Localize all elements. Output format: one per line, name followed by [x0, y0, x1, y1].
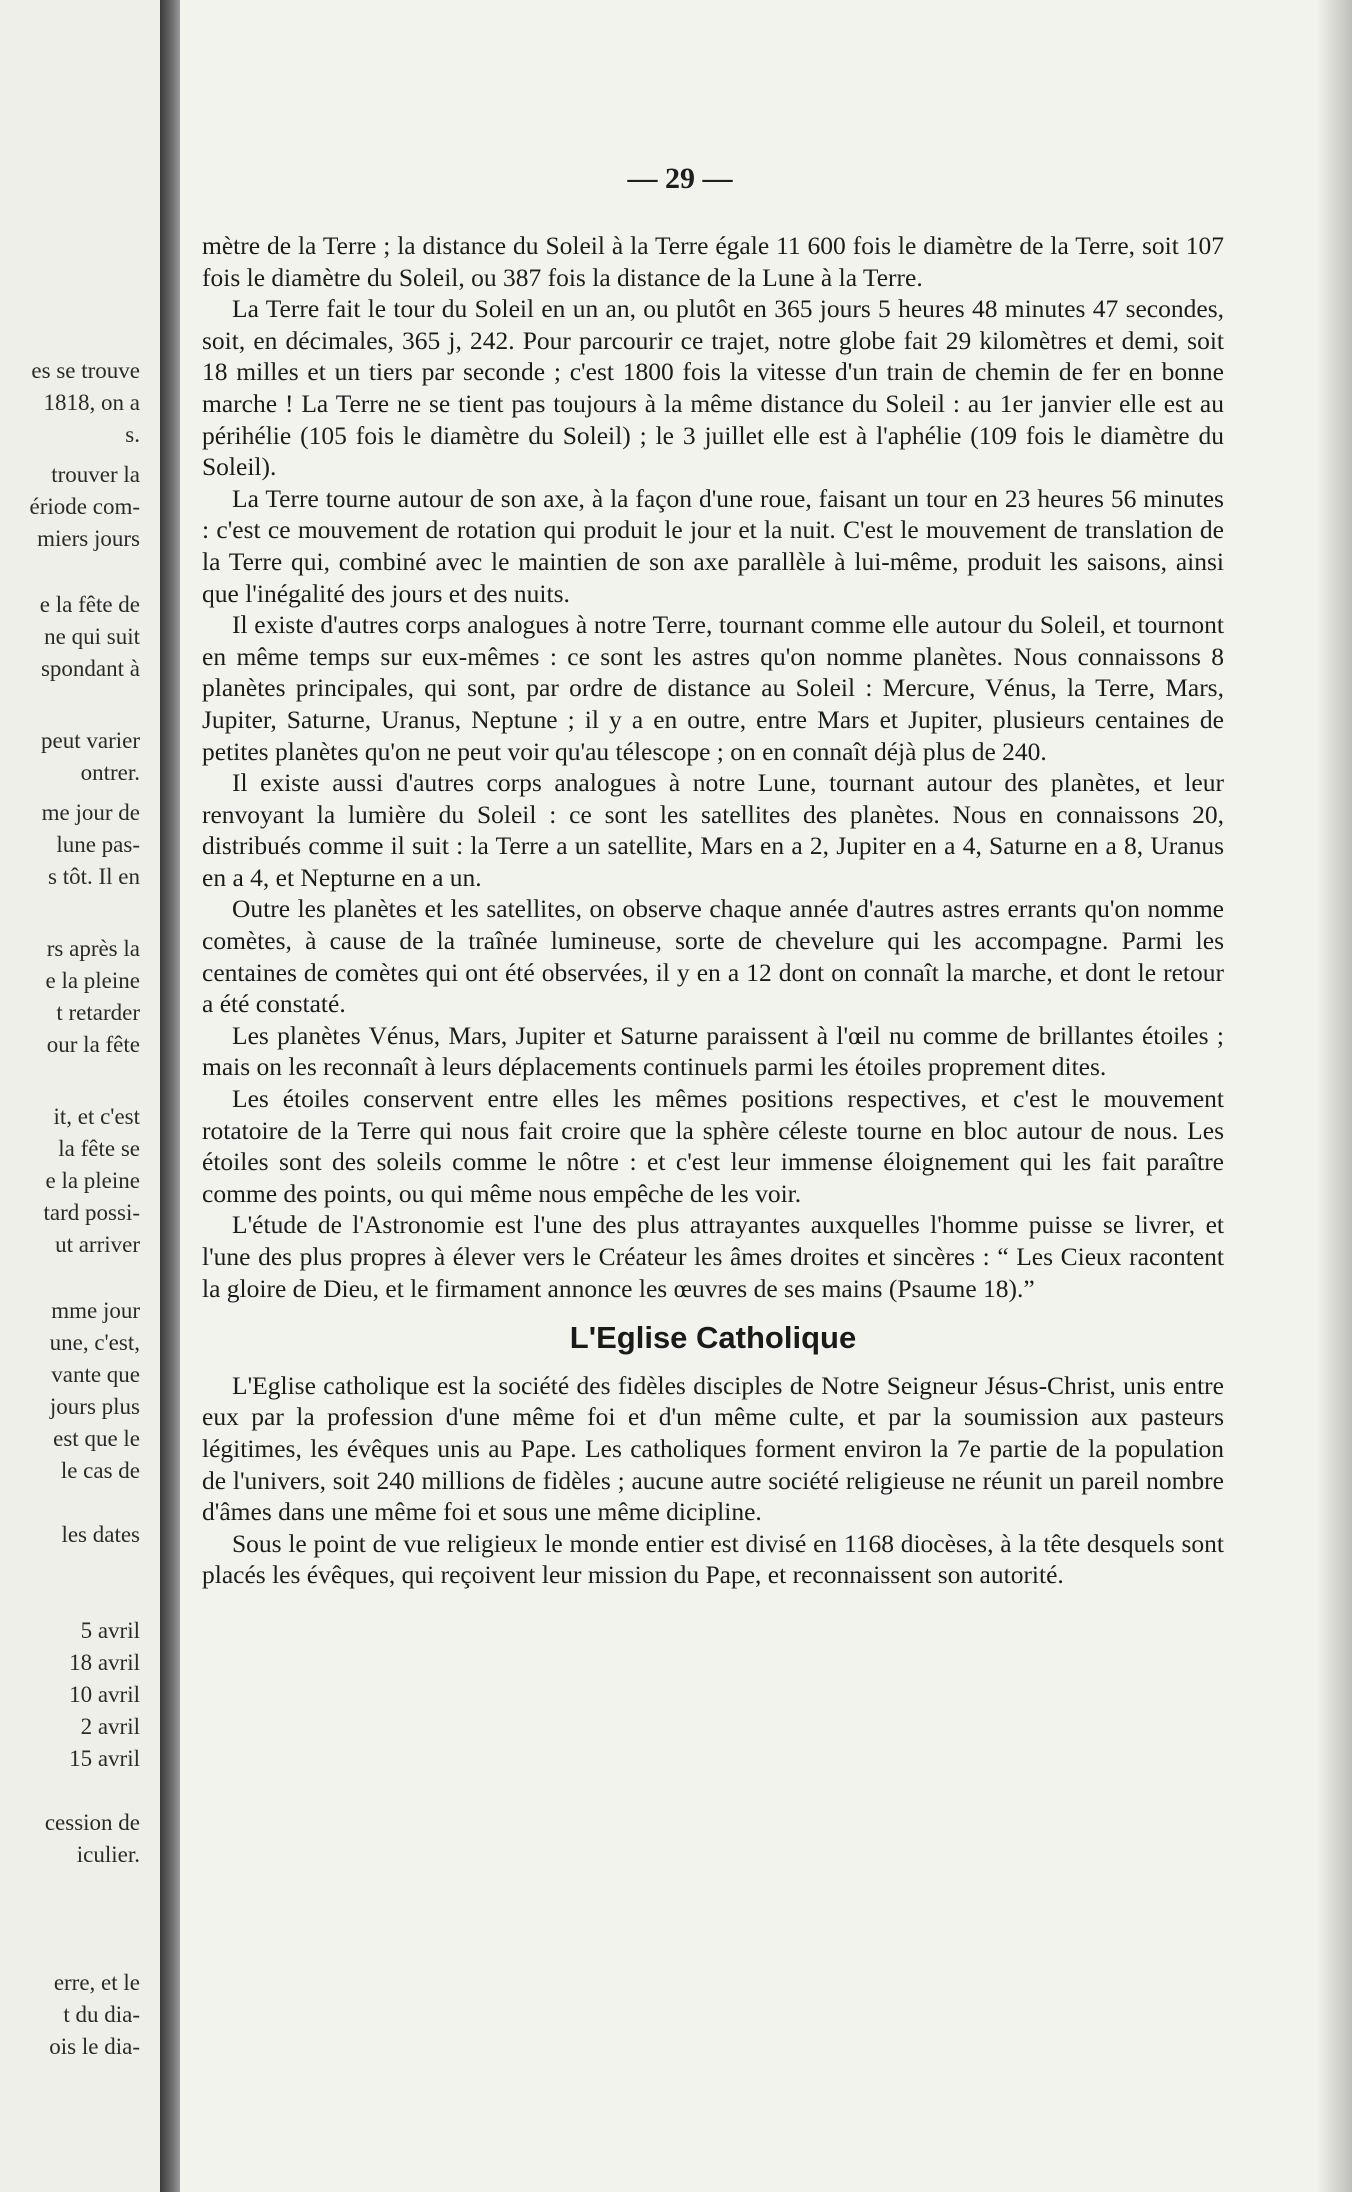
left-page-line: mme jour: [51, 1298, 140, 1323]
left-page-line: lune pas-: [56, 832, 140, 857]
left-page-line: trouver la: [51, 462, 140, 487]
left-page-line: rs après la: [46, 936, 140, 961]
paragraph: La Terre fait le tour du Soleil en un an, ou plutôt en 365 jours 5 heures 48 minutes 47 secondes, soit, en décimales, 365 j, 242. Pour parcourir ce trajet, notre globe fait 29 kilomètres et demi, soit 18 milles et un tiers par seconde ; c'est 1800 fois la vitesse d'un train de chemin de fer en bonne marche ! La Terre ne se tient pas toujours à la même distance du Soleil : au 1er janvier elle est au périhélie (105 fois le diamètre du Soleil) ; le 3 juillet elle est à l'aphélie (109 fois le diamètre du Soleil).: [202, 294, 1224, 482]
left-page-line: ois le dia-: [49, 2034, 140, 2059]
paragraph: La Terre tourne autour de son axe, à la façon d'une roue, faisant un tour en 23 heures 56 minutes : c'est ce mouvement de rotation qui produit le jour et la nuit. C'est le mouvement de translation de la Terre qui, combiné avec le maintien de son axe parallèle à lui-même, produit les saisons, ainsi que l'inégalité des jours et des nuits.: [202, 483, 1224, 608]
paragraph: Il existe d'autres corps analogues à notre Terre, tournant comme elle autour du Soleil, et tournont en même temps sur eux-mêmes : ce sont les astres qu'on nomme planètes. Nous connaissons 8 planètes principales, qui sont, par ordre de distance au Soleil : Mercure, Vénus, la Terre, Mars, Jupiter, Saturne, Uranus, Neptune ; il y a en outre, entre Mars et Jupiter, plusieurs centaines de petites planètes qu'on ne peut voir qu'au télescope ; on en connaît déjà plus de 240.: [202, 610, 1224, 766]
left-page-line: t retarder: [56, 1000, 140, 1025]
section-heading: L'Eglise Catholique: [569, 1320, 857, 1356]
left-page-line: ne qui suit: [44, 624, 140, 649]
left-page-line: 18 avril: [69, 1650, 140, 1675]
left-page-line: spondant à: [40, 656, 140, 681]
left-page-line: miers jours: [37, 526, 140, 551]
paragraph: L'Eglise catholique est la société des fidèles disciples de Notre Seigneur Jésus-Christ, unis entre eux par la profession d'une même foi et d'un même culte, et par la soumission aux pasteurs légitimes, les évêques unis au Pape. Les catholiques forment environ la 7e partie de la population de l'univers, soit 240 millions de fidèles ; aucune autre société religieuse ne réunit un pareil nombre d'âmes dans une même foi et sous une même dicipline.: [202, 1370, 1224, 1527]
left-page-line: t du dia-: [63, 2002, 140, 2027]
left-page-line: 10 avril: [69, 1682, 140, 1707]
left-page-line: 5 avril: [80, 1618, 140, 1643]
left-page-line: erre, et le: [53, 1970, 140, 1995]
paragraph: mètre de la Terre ; la distance du Soleil à la Terre égale 11 600 fois le diamètre de la Terre, soit 107 fois le diamètre du Soleil, ou 387 fois la distance de la Lune à la Terre.: [202, 231, 1224, 292]
left-page-line: e la pleine: [45, 968, 140, 993]
left-page-line: vante que: [51, 1362, 140, 1387]
page-number: — 29 —: [627, 162, 733, 195]
left-page-line: 2 avril: [80, 1714, 140, 1739]
left-page-line: ut arriver: [55, 1232, 140, 1257]
left-page-line: me jour de: [41, 800, 140, 825]
left-page-line: une, c'est,: [49, 1330, 140, 1355]
right-page: [180, 0, 1352, 2192]
left-page-fragment: [0, 0, 160, 2192]
left-page-line: ontrer.: [80, 760, 140, 785]
left-page-line: est que le: [53, 1426, 140, 1451]
paragraph: Sous le point de vue religieux le monde entier est divisé en 1168 diocèses, à la tête desquels sont placés les évêques, qui reçoivent leur mission du Pape, et reconnaissent son autorité.: [202, 1528, 1224, 1590]
left-page-line: peut varier: [41, 728, 140, 753]
left-page-line: s tôt. Il en: [48, 864, 140, 889]
page-edge-shadow: [1316, 0, 1352, 2192]
paragraph: Les étoiles conservent entre elles les mêmes positions respectives, et c'est le mouvement rotatoire de la Terre qui nous fait croire que la sphère céleste tourne en bloc autour de nous. Les étoiles sont des soleils comme le nôtre : et c'est leur immense éloignement qui les fait paraître comme des points, ou qui même nous empêche de les voir.: [202, 1084, 1224, 1208]
left-page-line: tard possi-: [43, 1200, 140, 1225]
left-page-line: le cas de: [60, 1458, 140, 1483]
left-page-line: 1818, on a: [43, 390, 140, 415]
paragraph: Il existe aussi d'autres corps analogues à notre Lune, tournant autour des planètes, et leur renvoyant la lumière du Soleil : ce sont les satellites des planètes. Nous en connaissons 20, distribués comme il suit : la Terre a un satellite, Mars en a 2, Jupiter en a 4, Saturne en a 8, Uranus en a 4, et Nepturne en a un.: [202, 768, 1224, 892]
left-page-line: la fête se: [58, 1136, 140, 1161]
paragraph: Outre les planètes et les satellites, on observe chaque année d'autres astres errants qu'on nomme comètes, à cause de la traînée lumineuse, sorte de chevelure qui les accompagne. Parmi les centaines de comètes qui ont été observées, il y en a 12 dont on connaît la marche, et dont le retour a été constaté.: [202, 894, 1224, 1019]
left-page-line: e la pleine: [45, 1168, 140, 1193]
paragraph: L'étude de l'Astronomie est l'une des plus attrayantes auxquelles l'homme puisse se livrer, et l'une des plus propres à élever vers le Créateur les âmes droites et sincères : “ Les Cieux racontent la gloire de Dieu, et le firmament annonce les œuvres de ses mains (Psaume 18).”: [202, 1210, 1224, 1303]
left-page-line: les dates: [61, 1522, 140, 1547]
book-gutter: [160, 0, 180, 2192]
left-page-line: 15 avril: [69, 1746, 140, 1771]
paragraph: Les planètes Vénus, Mars, Jupiter et Saturne paraissent à l'œil nu comme de brillantes étoiles ; mais on les reconnaît à leurs déplacements continuels parmi les étoiles proprement dites.: [202, 1020, 1224, 1082]
left-page-line: es se trouve: [31, 358, 140, 383]
left-page-line: ériode com-: [29, 494, 140, 519]
left-page-line: our la fête: [46, 1032, 140, 1057]
left-page-line: jours plus: [49, 1394, 140, 1419]
left-page-line: e la fête de: [39, 592, 140, 617]
page-text: [202, 230, 1224, 1591]
left-page-line: iculier.: [76, 1842, 140, 1867]
left-page-line: cession de: [44, 1810, 140, 1835]
left-page-line: s.: [125, 422, 140, 447]
left-page-line: it, et c'est: [53, 1104, 140, 1129]
